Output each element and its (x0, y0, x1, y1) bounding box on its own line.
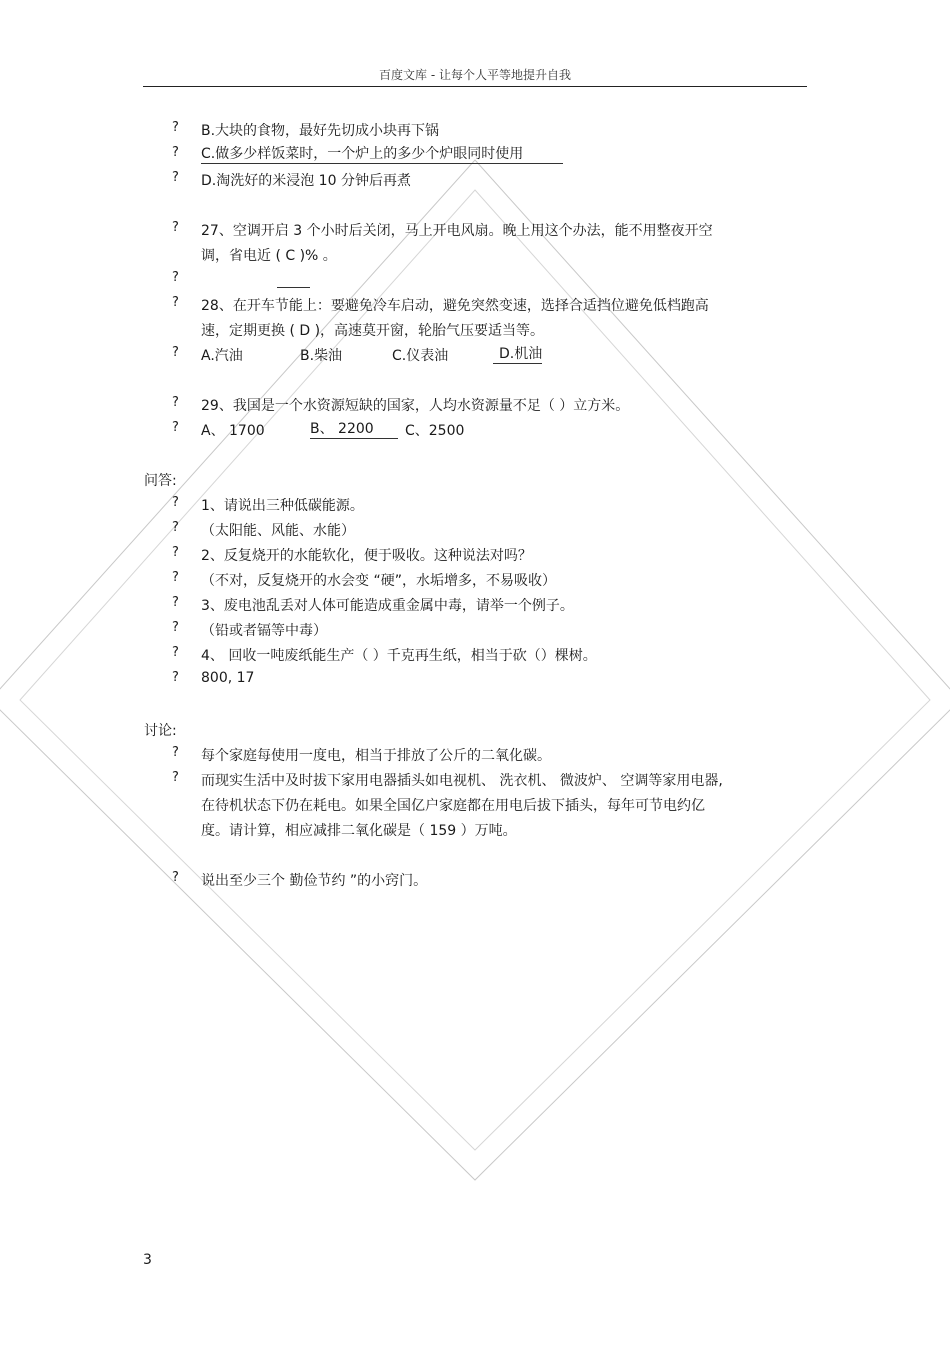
bullet-mark: ? (172, 295, 179, 310)
q28-option-a: A.汽油 (201, 348, 243, 364)
qa-question-3: 3、废电池乱丢对人体可能造成重金属中毒，请举一个例子。 (201, 598, 574, 614)
list-item (0, 645, 950, 665)
bullet-mark: ? (172, 170, 179, 185)
option-c: C.做多少样饭菜时，一个炉上的多少个炉眼同时使用 (201, 145, 563, 164)
section-title (0, 720, 950, 740)
list-item (0, 145, 950, 165)
question-29: 29、我国是一个水资源短缺的国家，人均水资源量不足（ ）立方米。 (201, 398, 630, 414)
bullet-mark: ? (172, 770, 179, 785)
bullet-mark: ? (172, 145, 179, 160)
answer-blank (277, 270, 310, 288)
list-item (0, 795, 950, 815)
bullet-mark: ? (172, 595, 179, 610)
bullet-mark: ? (172, 120, 179, 135)
q28-option-c: C.仪表油 (392, 348, 449, 364)
list-item (0, 745, 950, 765)
bullet-mark: ? (172, 745, 179, 760)
question-28: 28、在开车节能上：要避免冷车启动，避免突然变速，选择合适挡位避免低档跑高 (201, 298, 709, 314)
list-item (0, 170, 950, 190)
qa-question-1: 1、请说出三种低碳能源。 (201, 498, 364, 514)
bullet-mark: ? (172, 395, 179, 410)
list-item (0, 595, 950, 615)
discussion-item-2: 而现实生活中及时拔下家用电器插头如电视机、 洗衣机、 微波炉、 空调等家用电器, (201, 773, 723, 789)
q28-option-d: D.机油 (493, 345, 542, 364)
list-item (0, 220, 950, 240)
header-divider (143, 86, 807, 87)
bullet-mark: ? (172, 620, 179, 635)
bullet-mark: ? (172, 645, 179, 660)
list-item (0, 820, 950, 840)
discussion-item-2-line-3: 度。请计算，相应减排二氧化碳是（ 159 ）万吨。 (201, 823, 517, 839)
qa-answer-2: （不对，反复烧开的水会变 “硬”，水垢增多，不易吸收） (201, 573, 556, 589)
list-item (0, 670, 950, 690)
q29-option-c: C、2500 (405, 423, 465, 439)
list-item (0, 120, 950, 140)
list-item (0, 770, 950, 790)
question-28-continued: 速，定期更换 ( D )，高速莫开窗，轮胎气压要适当等。 (201, 323, 545, 339)
page-header: 百度文库 - 让每个人平等地提升自我 (379, 68, 571, 82)
bullet-mark: ? (172, 495, 179, 510)
qa-question-4: 4、 回收一吨废纸能生产（ ）千克再生纸，相当于砍（）棵树。 (201, 648, 597, 664)
qa-question-2: 2、反复烧开的水能软化，便于吸收。这种说法对吗？ (201, 548, 532, 564)
list-item (0, 495, 950, 515)
option-b: B.大块的食物，最好先切成小块再下锅 (201, 123, 440, 139)
list-item (0, 520, 950, 540)
option-d: D.淘洗好的米浸泡 10 分钟后再煮 (201, 173, 411, 189)
discussion-heading: 讨论: (144, 723, 177, 739)
bullet-mark: ? (172, 570, 179, 585)
q29-option-b: B、 2200 (310, 420, 398, 439)
question-27-continued: 调，省电近 ( C )% 。 (201, 248, 337, 264)
discussion-item-3: 说出至少三个 勤俭节约 ”的小窍门。 (201, 873, 428, 889)
list-item (0, 295, 950, 315)
list-item (0, 245, 950, 265)
page-number: 3 (143, 1252, 152, 1268)
list-item (0, 570, 950, 590)
q28-option-b: B.柴油 (300, 348, 343, 364)
q29-option-a: A、 1700 (201, 423, 265, 439)
bullet-mark: ? (172, 270, 179, 285)
section-title (0, 470, 950, 490)
list-item (0, 620, 950, 640)
question-27: 27、空调开启 3 个小时后关闭，马上开电风扇。晚上用这个办法，能不用整夜开空 (201, 223, 713, 239)
list-item (0, 545, 950, 565)
bullet-mark: ? (172, 420, 179, 435)
list-item (0, 870, 950, 890)
qa-heading: 问答: (144, 473, 177, 489)
discussion-item-2-line-2: 在待机状态下仍在耗电。如果全国亿户家庭都在用电后拔下插头，每年可节电约亿 (201, 798, 705, 814)
qa-answer-4: 800, 17 (201, 670, 255, 686)
list-item (0, 270, 950, 290)
bullet-mark: ? (172, 345, 179, 360)
list-item (0, 395, 950, 415)
bullet-mark: ? (172, 545, 179, 560)
bullet-mark: ? (172, 870, 179, 885)
discussion-item-1: 每个家庭每使用一度电，相当于排放了公斤的二氧化碳。 (201, 748, 551, 764)
list-item (0, 320, 950, 340)
list-item (0, 420, 950, 440)
list-item (0, 345, 950, 365)
bullet-mark: ? (172, 520, 179, 535)
qa-answer-3: （铅或者镉等中毒） (201, 623, 327, 639)
qa-answer-1: （太阳能、风能、水能） (201, 523, 355, 539)
bullet-mark: ? (172, 220, 179, 235)
bullet-mark: ? (172, 670, 179, 685)
